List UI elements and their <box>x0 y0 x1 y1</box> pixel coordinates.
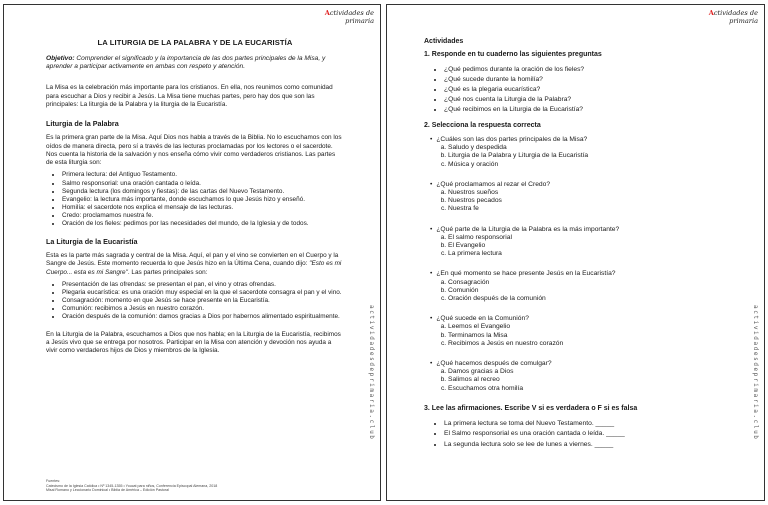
list-item: • Presentación de las ofrendas: se presentan el pan, el vino y otras ofrendas. <box>62 281 344 289</box>
list-item: • Oración de los fieles: pedimos por las necesidades del mundo, de la Iglesia y de todos. <box>62 220 344 228</box>
list-item: • ¿Qué recibimos en la Liturgia de la Eucaristía? <box>444 105 724 115</box>
option: a. Leemos el Evangelio <box>448 323 724 331</box>
sources-footnote: Fuentes: Catecismo de la Iglesia Católica • Nº 1345-1355 • Youcat para niños, Conferencia Episcopal Alemana, 2018 Misal Romano y Leccionario Dominical • Biblia de América – Edición Pastoral <box>46 479 218 493</box>
option: b. Nuestros pecados <box>448 197 724 205</box>
list-item: • ¿Qué nos cuenta la Liturgia de la Palabra? <box>444 95 724 105</box>
side-watermark: actividadesdeprimaria.club <box>752 305 759 441</box>
section-heading-eucaristia: La Liturgia de la Eucaristía <box>46 237 138 247</box>
list-item: • Salmo responsorial: una oración cantada o leída. <box>62 180 344 188</box>
option: b. Comunión <box>448 287 724 295</box>
intro-paragraph: La Misa es la celebración más importante para los cristianos. En ella, nos reunimos como comunidad para escuchar a Dios y recibir a Jesús. La Misa tiene muchas partes, pero hay dos que son las principales: La liturgia de la Palabra y la liturgia de la Eucaristía. <box>46 84 333 108</box>
list-item: • ¿Qué pedimos durante la oración de los fieles? <box>444 65 724 75</box>
brand-logo: Actividades de primaria <box>324 9 374 25</box>
list-item: • ¿Qué sucede durante la homilía? <box>444 75 724 85</box>
palabra-list <box>46 171 344 228</box>
option: c. Oración después de la comunión <box>448 295 724 303</box>
option: a. Damos gracias a Dios <box>448 368 724 376</box>
section-heading-palabra: Liturgia de la Palabra <box>46 119 119 129</box>
option: c. Recibimos a Jesús en nuestro corazón <box>448 340 724 348</box>
list-item: • Homilía: el sacerdote nos explica el mensaje de las lecturas. <box>62 204 344 212</box>
question-3-title: 3. Lee las afirmaciones. Escribe V si es verdadera o F si es falsa <box>424 404 638 412</box>
multiple-choice-item: • ¿Qué hacemos después de comulgar? a. Damos gracias a Dios b. Salimos al recreo c. Escuchamos otra homilía <box>438 360 724 393</box>
option: c. Nuestra fe <box>448 205 724 213</box>
multiple-choice-item: • ¿Cuáles son las dos partes principales de la Misa? a. Saludo y despedida b. Liturgia de la Palabra y Liturgia de la Eucaristía c. Música y oración <box>438 136 724 169</box>
option: c. La primera lectura <box>448 250 724 258</box>
option: a. Consagración <box>448 279 724 287</box>
list-item: • Primera lectura: del Antiguo Testamento. <box>62 171 344 179</box>
question-1-title: 1. Responde en tu cuaderno las siguientes preguntas <box>424 51 602 58</box>
option: b. El Evangelio <box>448 242 724 250</box>
eucaristia-paragraph: Esta es la parte más sagrada y central de la Misa. Aquí, el pan y el vino se convierten en el Cuerpo y la Sangre de Jesús. Este momento recuerda lo que Jesús hizo en la Última Cena, cuando dijo: "Esto es mi Cuerpo... esta es mi Sangre". Las partes principales son: <box>46 252 342 276</box>
option: c. Música y oración <box>448 161 724 169</box>
question-2-title: 2. Selecciona la respuesta correcta <box>424 122 541 129</box>
list-item: • El Salmo responsorial es una oración cantada o leída. _____ <box>444 429 724 440</box>
objective: Objetivo: Comprender el significado y la importancia de las dos partes principales de la Misa, y aprender a participar activamente en ambas con respeto y atención. <box>46 55 326 71</box>
list-item: • Plegaria eucarística: es una oración muy especial en la que el sacerdote consagra el pan y el vino. <box>62 289 344 297</box>
true-false-list <box>424 419 724 451</box>
option: b. Salimos al recreo <box>448 376 724 384</box>
closing-paragraph: En la Liturgia de la Palabra, escuchamos a Dios que nos habla; en la Liturgia de la Eucaristía, recibimos a Jesús vivo que se entrega por nosotros. Participar en la Misa con atención y devoción nos ayuda a vivir como verdaderos hijos de Dios y miembros de la Iglesia. <box>46 330 341 355</box>
option: a. El salmo responsorial <box>448 234 724 242</box>
multiple-choice-item: • ¿Qué parte de la Liturgia de la Palabra es la más importante? a. El salmo responsorial b. El Evangelio c. La primera lectura <box>438 226 724 259</box>
activities-heading: Actividades <box>424 38 464 45</box>
eucaristia-list <box>46 281 344 321</box>
list-item: • Evangelio: la lectura más importante, donde escuchamos lo que Jesús hizo y enseñó. <box>62 196 344 204</box>
option: a. Nuestros sueños <box>448 189 724 197</box>
list-item: • Comunión: recibimos a Jesús en nuestro corazón. <box>62 305 344 313</box>
list-item: • ¿Qué es la plegaria eucarística? <box>444 85 724 95</box>
option: a. Saludo y despedida <box>448 144 724 152</box>
list-item: • Oración después de la comunión: damos gracias a Dios por habernos alimentado espiritualmente. <box>62 313 344 321</box>
list-item: • La segunda lectura solo se lee de lunes a viernes. _____ <box>444 440 724 451</box>
page-left <box>3 4 381 501</box>
document-title: LA LITURGIA DE LA PALABRA Y DE LA EUCARISTÍA <box>97 38 293 47</box>
side-watermark: actividadesdeprimaria.club <box>368 305 375 441</box>
left-content <box>46 38 344 365</box>
option: b. Terminamos la Misa <box>448 332 724 340</box>
brand-logo: Actividades de primaria <box>708 9 758 25</box>
multiple-choice-item: • ¿Qué proclamamos al rezar el Credo? a. Nuestros sueños b. Nuestros pecados c. Nuestra fe <box>438 181 724 214</box>
right-content <box>424 38 724 450</box>
list-item: • La primera lectura se toma del Nuevo Testamento. _____ <box>444 419 724 430</box>
palabra-paragraph: Es la primera gran parte de la Misa. Aquí Dios nos habla a través de la Biblia. No lo escuchamos con los oídos de manera directa, pero sí a través de las lecturas proclamadas por los lectores o el sacerdote. Nos cuenta la historia de la salvación y nos enseña cómo vivir como verdaderos cristianos. Las partes de esta liturgia son: <box>46 134 342 167</box>
question-1-list <box>424 65 724 115</box>
page-right <box>386 4 765 501</box>
multiple-choice-item: • ¿En qué momento se hace presente Jesús en la Eucaristía? a. Consagración b. Comunión c. Oración después de la comunión <box>438 270 724 303</box>
multiple-choice-item: • ¿Qué sucede en la Comunión? a. Leemos el Evangelio b. Terminamos la Misa c. Recibimos a Jesús en nuestro corazón <box>438 315 724 348</box>
list-item: • Segunda lectura (los domingos y fiestas): de las cartas del Nuevo Testamento. <box>62 188 344 196</box>
option: b. Liturgia de la Palabra y Liturgia de la Eucaristía <box>448 152 724 160</box>
list-item: • Credo: proclamamos nuestra fe. <box>62 212 344 220</box>
option: c. Escuchamos otra homilía <box>448 385 724 393</box>
list-item: • Consagración: momento en que Jesús se hace presente en la Eucaristía. <box>62 297 344 305</box>
